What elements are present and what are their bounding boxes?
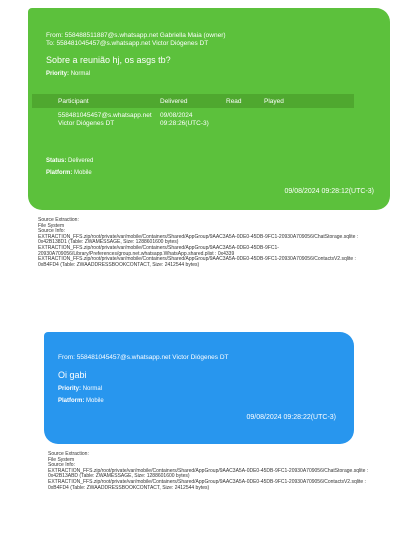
delivered-cell: 09/08/2024 09:28:26(UTC-3) bbox=[160, 112, 209, 127]
message-platform bbox=[46, 170, 92, 176]
message-bubble-incoming[interactable] bbox=[44, 332, 354, 444]
col-participant: Participant bbox=[58, 98, 89, 105]
source-line: EXTRACTION_FFS.zip/root/private/var/mobile/Containers/Shared/AppGroup/9AAC3A5A-0DE0-45DB-9FC1-20930A709056/ChatStorage.sqlite : 0x42B138D1 (Table: ZWAMESSAGE, Size: 1288601600 bytes) bbox=[38, 233, 360, 246]
source-line: EXTRACTION_FFS.zip/root/private/var/mobile/Containers/Shared/AppGroup/9AAC3A5A-0DE0-45DB-9FC1-20930A709056/ChatStorage.sqlite : 0x42B13ABD (Table: ZWAMESSAGE, Size: 1288601600 bytes) bbox=[48, 467, 370, 480]
message-platform bbox=[58, 398, 104, 404]
col-read: Read bbox=[226, 98, 242, 105]
source-info-block bbox=[48, 452, 378, 491]
message-to-line: To: 558481045457@s.whatsapp.net Victor Diógenes DT bbox=[46, 40, 209, 47]
platform-value: Mobile bbox=[74, 170, 92, 176]
message-from-line: From: 558481045457@s.whatsapp.net Victor Diógenes DT bbox=[58, 354, 229, 361]
message-timestamp: 09/08/2024 09:28:22(UTC-3) bbox=[246, 414, 336, 421]
source-line: EXTRACTION_FFS.zip/root/private/var/mobile/Containers/Shared/AppGroup/9AAC3A5A-0DE0-45DB-9FC1-20930A709056/ContactsV2.sqlite : 0xB4FD4 (Table: ZWAADDRESSBOOKCONTACT, Size: 2412544 bytes) bbox=[38, 256, 358, 268]
source-line: File System bbox=[48, 456, 75, 463]
message-priority bbox=[46, 71, 90, 77]
platform-value: Mobile bbox=[86, 398, 104, 404]
priority-value: Normal bbox=[82, 386, 103, 392]
message-from-line: From: 558488511887@s.whatsapp.net Gabriella Maia (owner) bbox=[46, 32, 226, 39]
message-status bbox=[46, 158, 93, 164]
priority-label: Priority: bbox=[46, 71, 70, 77]
source-info-block bbox=[38, 218, 368, 268]
message-priority bbox=[58, 386, 102, 392]
source-line: File System bbox=[38, 222, 65, 229]
platform-label: Platform: bbox=[46, 170, 73, 176]
source-line: Source Info: bbox=[38, 228, 65, 235]
source-line: Source Info: bbox=[48, 462, 75, 469]
source-line: EXTRACTION_FFS.zip/root/private/var/mobile/Containers/Shared/AppGroup/9AAC3A5A-0DE0-45DB-9FC1-20930A709056/ContactsV2.sqlite : 0xB4FD4 (Table: ZWAADDRESSBOOKCONTACT, Size: 2412544 bytes) bbox=[48, 478, 368, 491]
platform-label: Platform: bbox=[58, 398, 85, 404]
participants-table-header bbox=[32, 94, 354, 108]
message-body: Oi gabi bbox=[58, 370, 87, 380]
source-line: EXTRACTION_FFS.zip/root/private/var/mobile/Containers/Shared/AppGroup/9AAC3A5A-0DE0-45DB-9FC1-20930A709056/Library/Preferences/group.net.whatsapp.WhatsApp.shared.plist : 0x4339 bbox=[38, 244, 279, 257]
status-value: Delivered bbox=[68, 158, 94, 164]
status-label: Status: bbox=[46, 158, 67, 164]
priority-label: Priority: bbox=[58, 386, 82, 392]
message-bubble-outgoing[interactable] bbox=[28, 8, 390, 210]
col-delivered: Delivered bbox=[160, 98, 188, 105]
participant-cell: 558481045457@s.whatsapp.net Victor Diógenes DT bbox=[58, 112, 152, 127]
message-timestamp: 09/08/2024 09:28:12(UTC-3) bbox=[284, 188, 374, 195]
col-played: Played bbox=[264, 98, 284, 105]
source-line: Source Extraction: bbox=[48, 451, 89, 457]
source-line: Source Extraction: bbox=[38, 217, 79, 223]
message-body: Sobre a reunião hj, os asgs tb? bbox=[46, 55, 171, 65]
priority-value: Normal bbox=[70, 71, 91, 77]
